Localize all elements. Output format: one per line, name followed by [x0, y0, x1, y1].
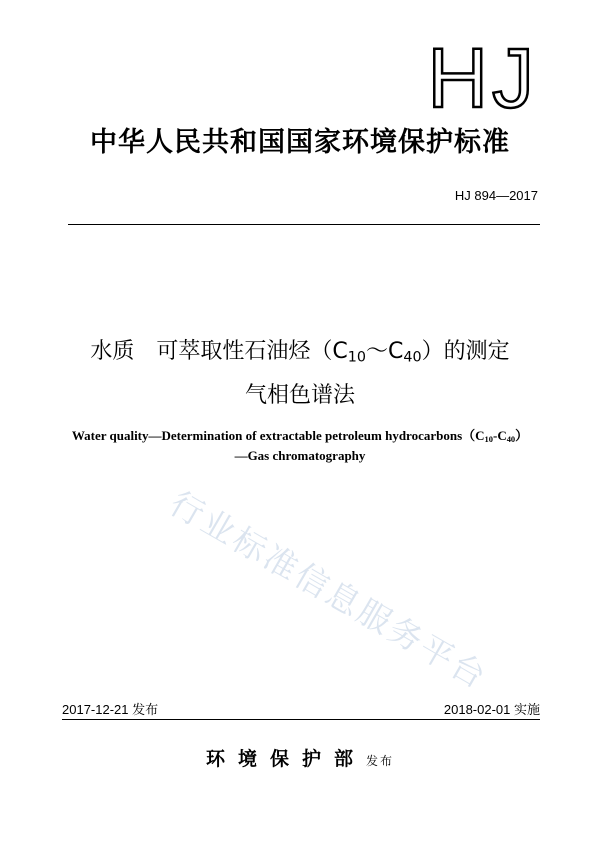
issue-date: 2017-12-21 发布 — [62, 702, 159, 717]
english-title-mid: -C — [492, 428, 507, 443]
organization-title: 中华人民共和国国家环境保护标准 — [90, 127, 510, 158]
english-title-sub1: 10 — [484, 434, 493, 445]
chinese-title-suffix: ）的测定 — [421, 339, 510, 364]
english-title-sub2: 40 — [506, 434, 516, 445]
publisher-line — [0, 744, 600, 771]
chinese-title-line2: 气相色谱法 — [244, 383, 355, 408]
standard-number: HJ 894—2017 — [454, 188, 538, 203]
english-title-main: Water quality—Determination of extractable petroleum hydrocarbons（C — [71, 428, 485, 443]
chinese-title — [0, 338, 600, 372]
hj-logo: HJ — [427, 31, 538, 125]
english-title — [0, 428, 600, 447]
publisher-suffix: 发布 — [366, 754, 395, 768]
chinese-title-prefix: 水质 — [90, 339, 135, 364]
english-title-suffix: ） — [515, 428, 529, 443]
english-title-line2: —Gas chromatography — [234, 448, 366, 463]
chinese-title-mid: ～C — [366, 339, 404, 364]
watermark: 行业标准信息服务平台 — [163, 483, 495, 698]
chinese-title-sub2: 40 — [403, 349, 422, 366]
header-divider — [68, 224, 540, 225]
implementation-date: 2018-02-01 实施 — [443, 702, 540, 717]
chinese-title-main: 可萃取性石油烃（C — [156, 339, 348, 364]
chinese-title-sub1: 10 — [347, 349, 366, 366]
publisher-name: 环境保护部 — [205, 748, 366, 770]
footer-divider — [62, 719, 540, 720]
